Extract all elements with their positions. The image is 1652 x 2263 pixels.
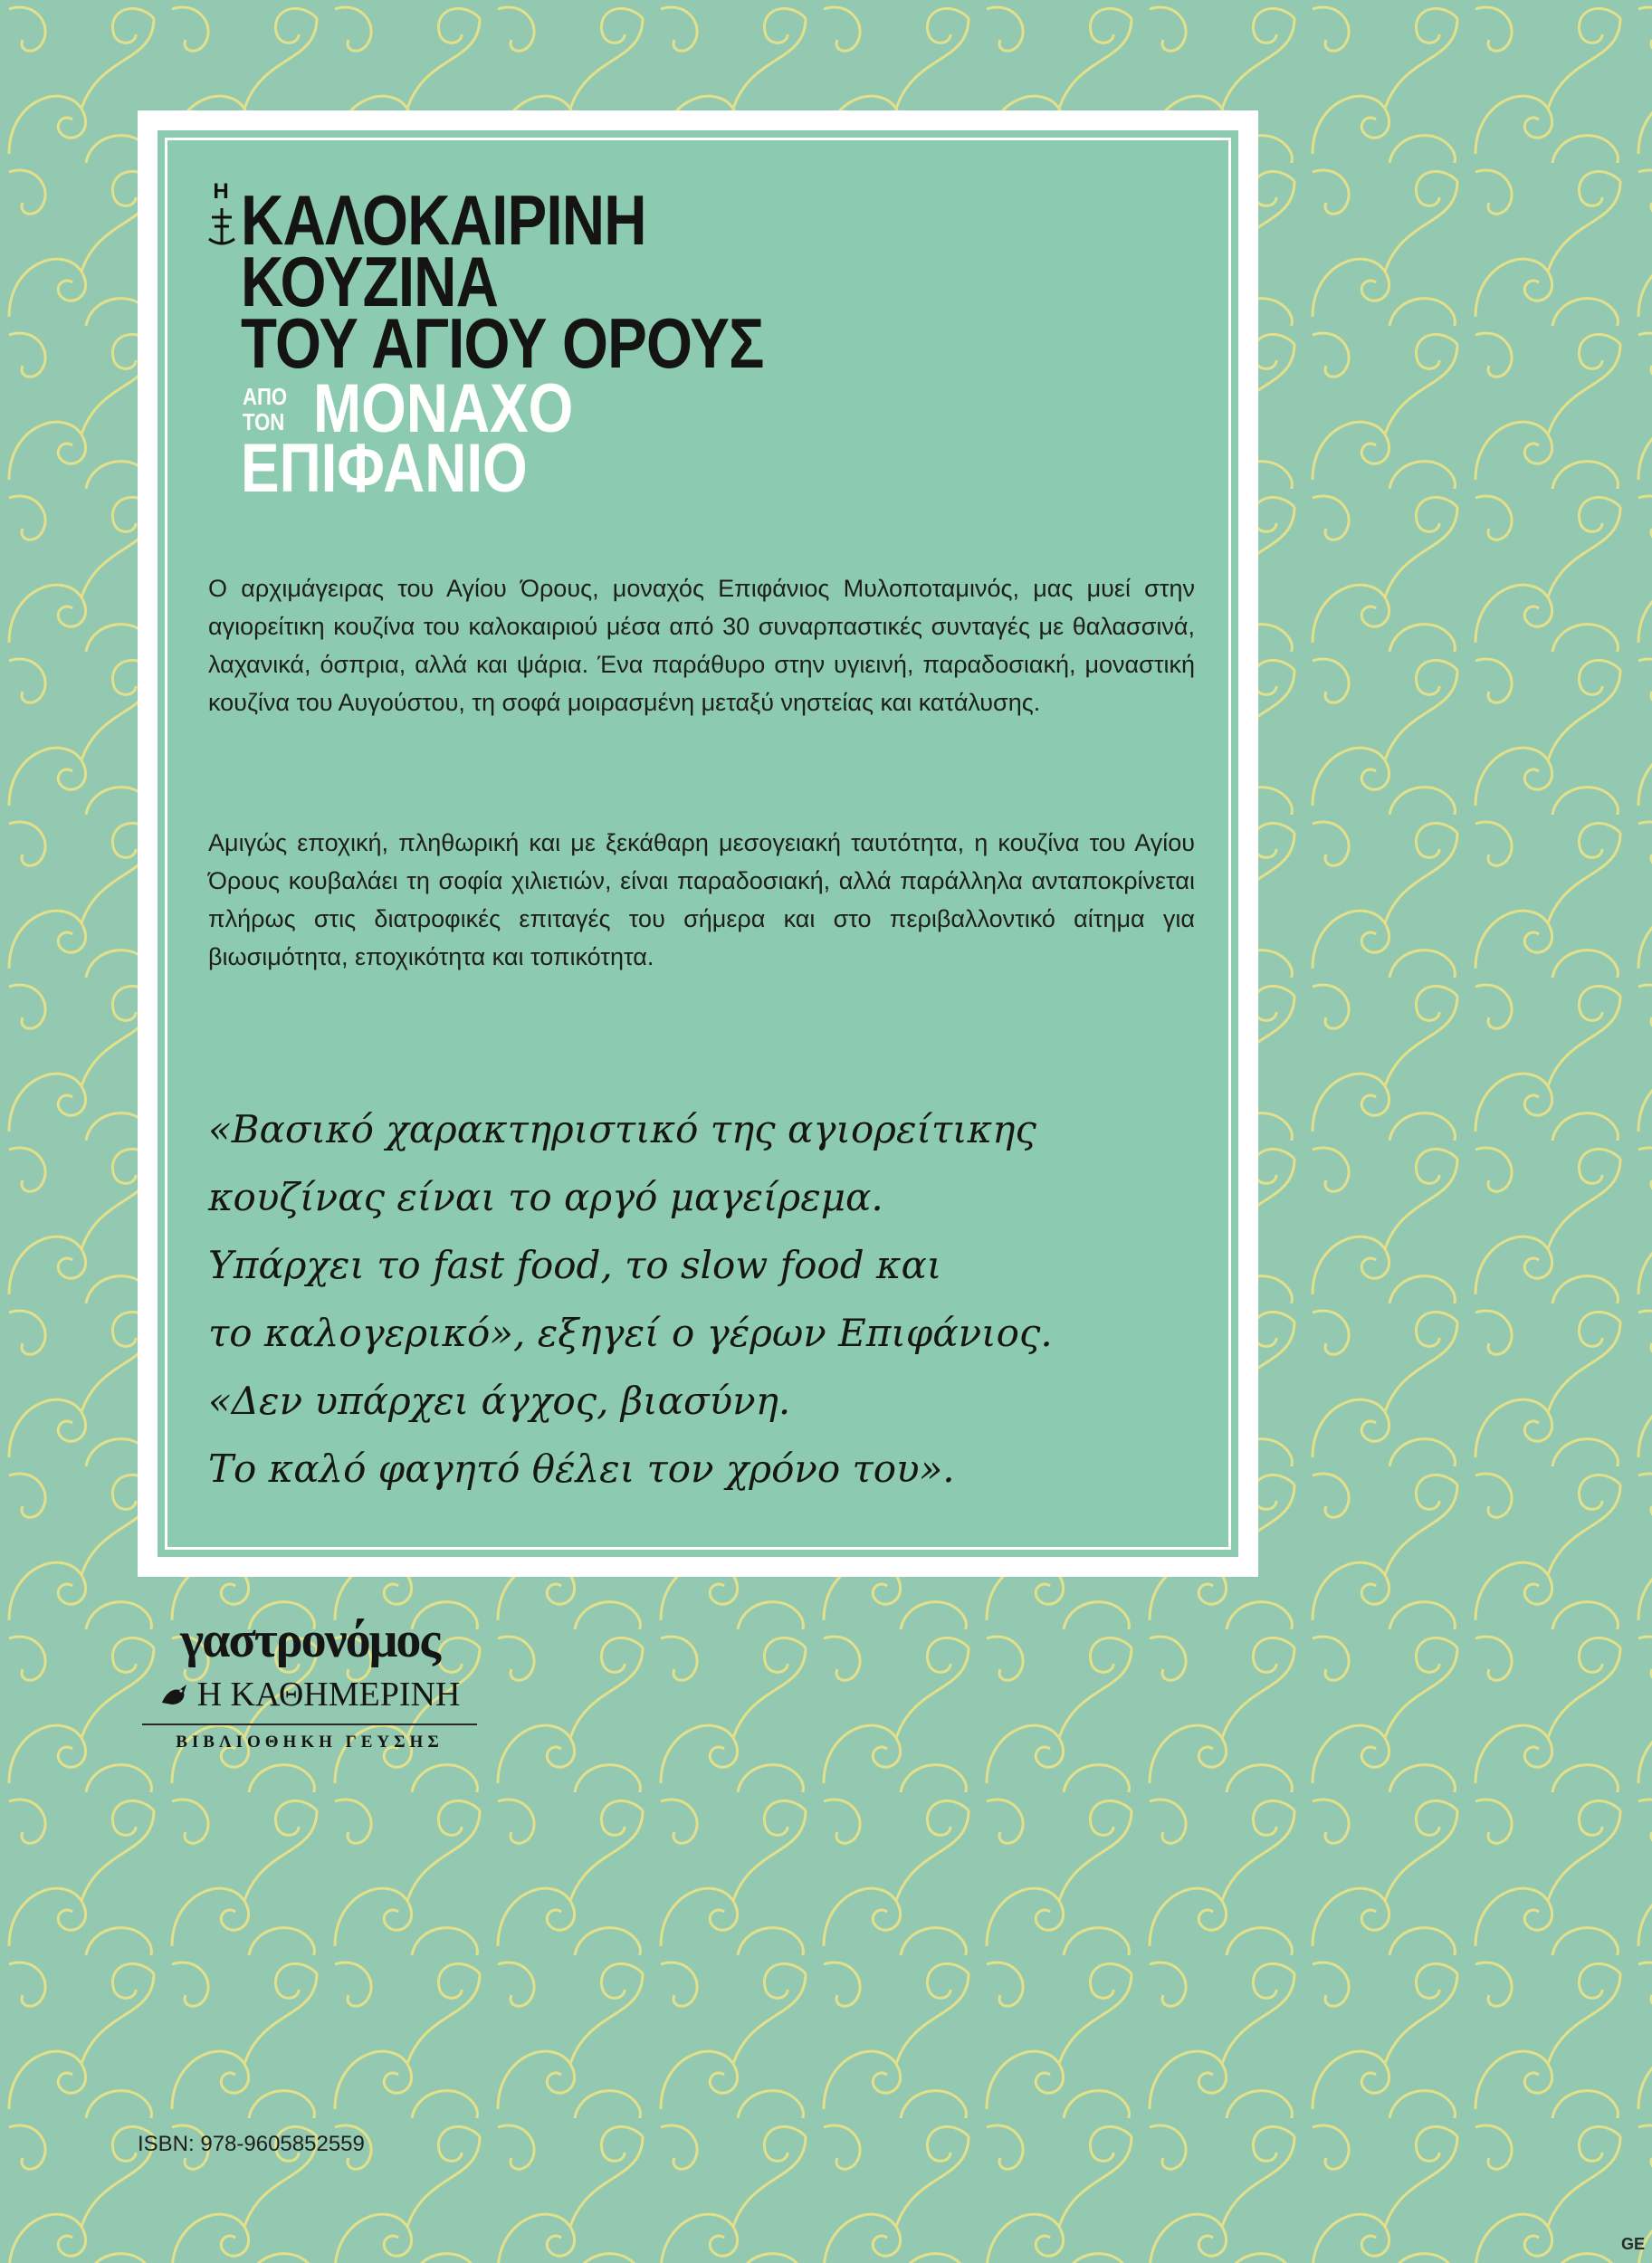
preposition-ton: ΤΟΝ bbox=[243, 408, 285, 435]
title-line-3: ΤΟΥ ΑΓΙΟΥ ΟΡΟΥΣ bbox=[241, 303, 764, 383]
publisher-divider bbox=[142, 1724, 477, 1725]
author-line-1: ΜΟΝΑΧΟ bbox=[313, 370, 574, 447]
bird-icon bbox=[159, 1679, 190, 1710]
author-line-2: ΕΠΙΦΑΝΙΟ bbox=[241, 430, 528, 507]
quote-block: «Βασικό χαρακτηριστικό της αγιορείτικης κουζίνας είναι το αργό μαγείρεμα. Υπάρχει το fast food, το slow food και το καλογερικό», εξηγεί ο γέρων Επιφάνιος. «Δεν υπάρχει άγχος, βιασύνη. Το καλό φαγητό θέλει τον χρόνο του». bbox=[208, 1107, 1053, 1491]
content-frame bbox=[138, 110, 1258, 1577]
monastery-emblem-icon bbox=[206, 206, 237, 248]
preposition-apo: ΑΠΟ bbox=[243, 383, 288, 410]
corner-mark: GE bbox=[1620, 2235, 1645, 2253]
title-article: Η bbox=[213, 179, 229, 204]
content-panel bbox=[158, 130, 1238, 1557]
newspaper-name: Η ΚΑΘΗΜΕΡΙΝΗ bbox=[196, 1676, 461, 1714]
kathimerini-logo bbox=[138, 1676, 482, 1713]
isbn-label: ISBN: 978-9605852559 bbox=[138, 2132, 365, 2156]
description-paragraph-2: Αμιγώς εποχική, πληθωρική και με ξεκάθαρη μεσογειακή ταυτότητα, η κουζίνα του Αγίου Όρους κουβαλάει τη σοφία χιλιετιών, είναι παραδοσιακή, αλλά παράλληλα ανταποκρίνεται πλήρως στις διατροφικές επιταγές του σήμερα και στο περιβαλλοντικό αίτημα για βιωσιμότητα, εποχικότητα και τοπικότητα. bbox=[208, 829, 1195, 970]
publisher-block bbox=[138, 1613, 482, 1752]
gastronomos-logo: γαστρονόμος bbox=[179, 1612, 440, 1668]
title-line-1: ΚΑΛΟΚΑΙΡΙΝΗ bbox=[241, 180, 646, 260]
series-name: ΒΙΒΛΙΟΘΗΚΗ ΓΕΥΣΗΣ bbox=[176, 1733, 444, 1752]
title-line-2: ΚΟΥΖΙΝΑ bbox=[241, 242, 499, 321]
author-preposition bbox=[243, 384, 297, 434]
description-paragraph-1: Ο αρχιμάγειρας του Αγίου Όρους, μοναχός Επιφάνιος Μυλοποταμινός, μας μυεί στην αγιορείτικη κουζίνα του καλοκαιριού μέσα από 30 συναρπαστικές συνταγές με θαλασσινά, λαχανικά, όσπρια, αλλά και ψάρια. Ένα παράθυρο στην υγιεινή, παραδοσιακή, μοναστική κουζίνα του Αυγούστου, τη σοφά μοιρασμένη μεταξύ νηστείας και κατάλυσης. bbox=[208, 575, 1195, 716]
